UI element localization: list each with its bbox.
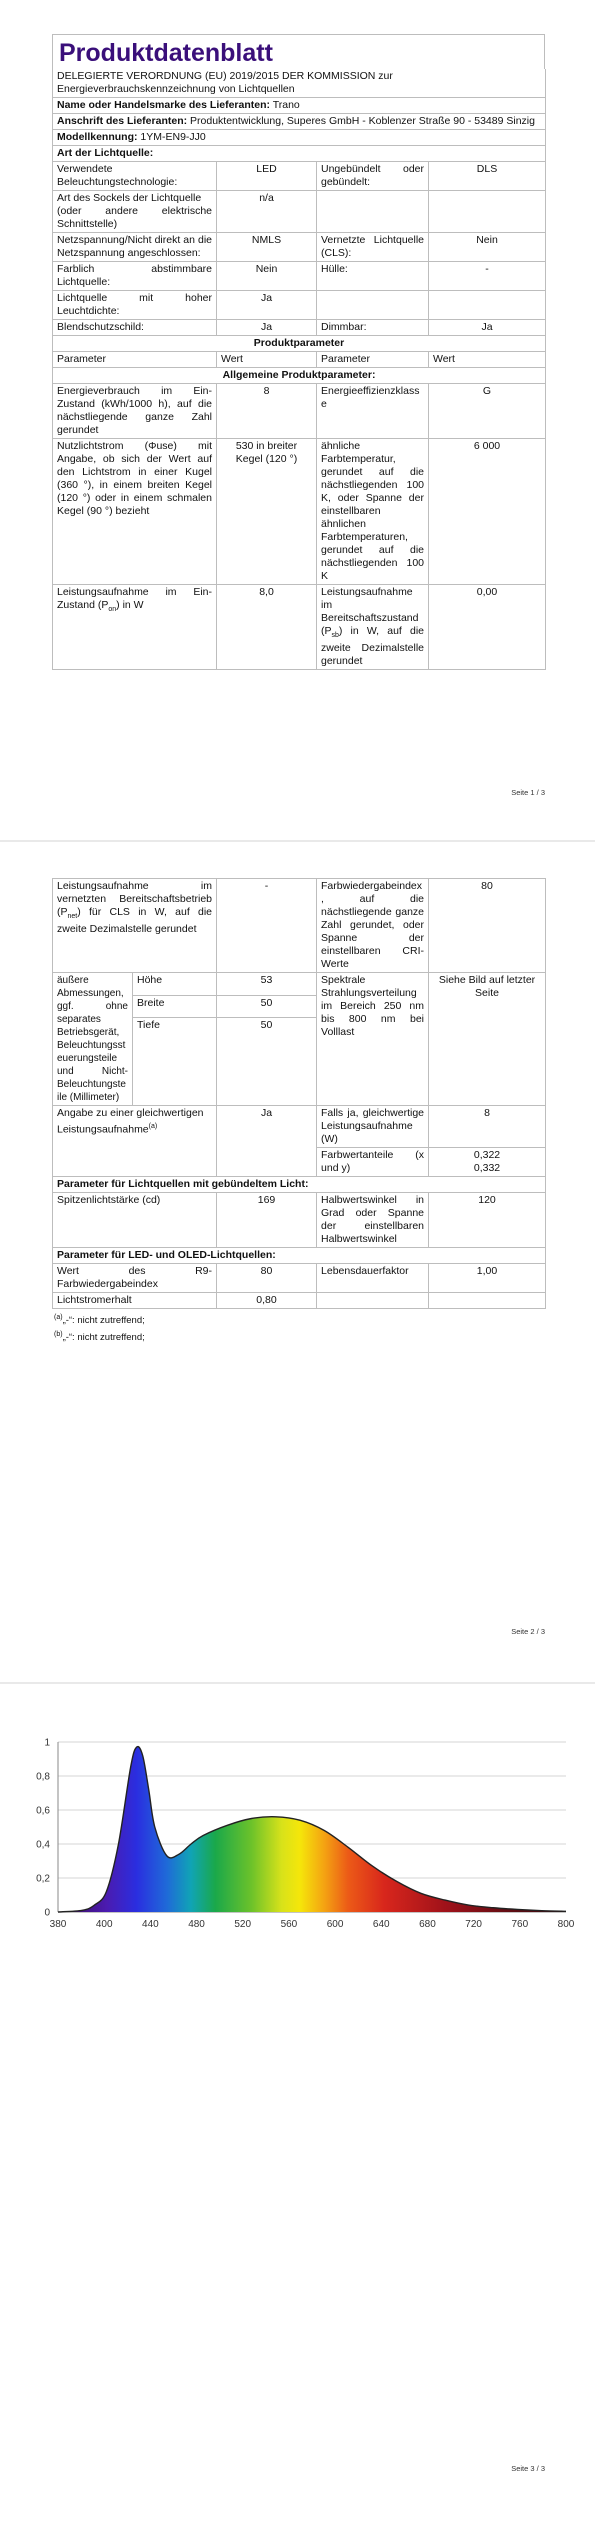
- depth-value: 50: [217, 1018, 317, 1106]
- height-value: 53: [217, 973, 317, 996]
- x-tick-label: 440: [142, 1919, 159, 1930]
- peak-label: Spitzenlichtstärke (cd): [53, 1193, 217, 1248]
- empty-cell: [317, 191, 429, 233]
- datasheet-table-2: [52, 878, 546, 1309]
- supplier-value: Trano: [272, 99, 300, 111]
- cri-label: Farbwiedergabeindex, auf die nächstliegende ganze Zahl gerundet, oder Spanne der einstellbaren CRI-Werte: [317, 879, 429, 973]
- page-number: Seite 1 / 3: [511, 788, 545, 797]
- y-tick-label: 0: [44, 1907, 50, 1919]
- chroma-x: 0,322: [473, 1149, 501, 1161]
- regulation-text: DELEGIERTE VERORDNUNG (EU) 2019/2015 DER KOMMISSION zur Energieverbrauchskennzeichnung von Lichtquellen: [53, 69, 546, 98]
- envelope-value: -: [429, 262, 546, 291]
- x-tick-label: 720: [465, 1919, 482, 1930]
- x-tick-label: 600: [326, 1919, 344, 1930]
- spd-label: Spektrale Strahlungsverteilung im Bereich 250 nm bis 800 nm bei Volllast: [317, 973, 429, 1106]
- empty-cell: [429, 291, 546, 320]
- spectrum-area: [58, 1747, 566, 1912]
- psb-label: [317, 585, 429, 670]
- spd-value: Siehe Bild auf letzter Seite: [429, 973, 546, 1106]
- flux-label: [53, 439, 217, 585]
- equiv-label: [53, 1106, 217, 1177]
- dimmable-value: Ja: [429, 320, 546, 336]
- pnet-sub: net: [67, 913, 78, 921]
- model-value: 1YM-EN9-JJ0: [140, 131, 206, 143]
- model-label: Modellkennung:: [57, 131, 138, 143]
- spectral-distribution-chart: [18, 1736, 578, 1936]
- y-tick-label: 0,2: [36, 1873, 50, 1885]
- address-value: Produktentwicklung, Superes GmbH - Koblenzer Straße 90 - 53489 Sinzig: [190, 115, 535, 127]
- psb-label-a: Leistungsaufnahme im Bereitschaftszustand (P: [321, 586, 419, 637]
- footnote-a-text: „-“: nicht zutreffend;: [62, 1315, 145, 1327]
- datasheet-page-1: [52, 34, 545, 670]
- pon-label-a: Leistungsaufnahme im Ein-Zustand (P: [57, 586, 212, 611]
- pon-label-b: ) in W: [116, 599, 144, 611]
- pnet-label-a: Leistungsaufnahme im vernetzten Bereitschaftsbetrieb (P: [57, 880, 213, 918]
- width-label: Breite: [133, 995, 217, 1018]
- page-number: Seite 3 / 3: [511, 2464, 545, 2473]
- equiv-label-text: Angabe zu einer gleichwertigen Leistungsaufnahme: [57, 1107, 204, 1136]
- page-title: Produktdatenblatt: [52, 34, 545, 69]
- flux-label-a: Nutzlichtstrom (: [57, 440, 149, 452]
- survival-value: 1,00: [429, 1264, 546, 1293]
- beam-value: 120: [429, 1193, 546, 1248]
- survival-label: Lebensdauerfaktor: [317, 1264, 429, 1293]
- page-2: [0, 842, 595, 1682]
- beam-label: Halbwertswinkel in Grad oder Spanne der einstellbaren Halbwertswinkel: [317, 1193, 429, 1248]
- class-value: G: [429, 384, 546, 439]
- width-value: 50: [217, 995, 317, 1018]
- energy-label: Energieverbrauch im Ein-Zustand (kWh/1000 h), auf die nächstliegende ganze Zahl gerundet: [53, 384, 217, 439]
- pnet-label: [53, 879, 217, 973]
- y-tick-label: 1: [44, 1737, 50, 1749]
- y-tick-label: 0,4: [36, 1839, 50, 1851]
- address-label: Anschrift des Lieferanten:: [57, 115, 188, 127]
- pon-sub: on: [108, 606, 117, 614]
- cri-value: 80: [429, 879, 546, 973]
- chroma-y: 0,332: [473, 1162, 501, 1174]
- tunable-value: Nein: [217, 262, 317, 291]
- maint-label: Lichtstromerhalt: [53, 1293, 217, 1309]
- empty-cell: [429, 191, 546, 233]
- envelope-label: Hülle:: [317, 262, 429, 291]
- pnet-value: -: [217, 879, 317, 973]
- empty-cell: [317, 291, 429, 320]
- x-tick-label: 380: [49, 1919, 67, 1930]
- supplier-row: [53, 98, 546, 114]
- pon-value: 8,0: [217, 585, 317, 670]
- col-value-header: Wert: [217, 352, 317, 368]
- flux-label-b: ) mit Angabe, ob sich der Wert auf den Lichtstrom in einer Kugel (360 °), in einem breiten Kegel (120 °) oder in einem schmalen Kegel (90 °) bezieht: [57, 440, 212, 517]
- footnote-b-mark: (b): [54, 1331, 63, 1339]
- r9-label: Wert des R9-Farbwiedergabeindex: [53, 1264, 217, 1293]
- col-value-header: Wert: [429, 352, 546, 368]
- psb-label-b: ) in W, auf die zweite Dezimalstelle gerundet: [321, 625, 424, 668]
- x-tick-label: 400: [95, 1919, 113, 1930]
- page-1: [0, 0, 595, 840]
- r9-value: 80: [217, 1264, 317, 1293]
- x-tick-label: 760: [511, 1919, 529, 1930]
- dimmable-label: Dimmbar:: [317, 320, 429, 336]
- socket-label-line2: (oder andere elektrische Schnittstelle): [57, 205, 212, 230]
- page-number: Seite 2 / 3: [511, 1627, 545, 1636]
- flux-symbol: Φuse: [148, 440, 174, 452]
- x-tick-label: 800: [557, 1919, 575, 1930]
- tech-label: Verwendete Beleuchtungstechnologie:: [53, 162, 217, 191]
- supplier-label: Name oder Handelsmarke des Lieferanten:: [57, 99, 270, 111]
- address-row: [53, 114, 546, 130]
- directional-heading: Parameter für Lichtquellen mit gebündeltem Licht:: [53, 1177, 546, 1193]
- footnote-a: [52, 1311, 545, 1328]
- x-tick-label: 480: [188, 1919, 205, 1930]
- highlum-value: Ja: [217, 291, 317, 320]
- socket-value: n/a: [217, 191, 317, 233]
- type-heading: Art der Lichtquelle:: [53, 146, 546, 162]
- cct-label: ähnliche Farbtemperatur, gerundet auf die nächstliegenden 100 K, oder Spanne der einstellbaren ähnlichen Farbtemperaturen, gerundet auf die nächstliegenden 100 K: [317, 439, 429, 585]
- depth-label: Tiefe: [133, 1018, 217, 1106]
- equiv-w-label: Falls ja, gleichwertige Leistungsaufnahme (W): [317, 1106, 429, 1148]
- socket-label-line1: Art des Sockels der Lichtquelle: [57, 192, 202, 204]
- model-row: [53, 130, 546, 146]
- unbundled-value: DLS: [429, 162, 546, 191]
- mains-label: Netzspannung/Nicht direkt an die Netzspannung angeschlossen:: [53, 233, 217, 262]
- class-label: Energieeffizienzklasse: [317, 384, 429, 439]
- footnote-b: [52, 1328, 545, 1345]
- height-label: Höhe: [133, 973, 217, 996]
- datasheet-table-1: [52, 69, 546, 670]
- pnet-label-b: ) für CLS in W, auf die zweite Dezimalstelle gerundet: [57, 906, 213, 936]
- x-tick-label: 560: [280, 1919, 298, 1930]
- general-params-heading: Allgemeine Produktparameter:: [53, 368, 546, 384]
- datasheet-page-2: [52, 878, 545, 1345]
- col-param-header: Parameter: [317, 352, 429, 368]
- x-tick-label: 520: [234, 1919, 252, 1930]
- x-tick-label: 680: [419, 1919, 436, 1930]
- y-tick-label: 0,6: [36, 1805, 50, 1817]
- glare-value: Ja: [217, 320, 317, 336]
- connected-value: Nein: [429, 233, 546, 262]
- x-tick-label: 640: [372, 1919, 390, 1930]
- col-param-header: Parameter: [53, 352, 217, 368]
- psb-value: 0,00: [429, 585, 546, 670]
- chroma-label: Farbwertanteile (x und y): [317, 1148, 429, 1177]
- footnote-b-text: „-“: nicht zutreffend;: [62, 1332, 145, 1344]
- led-heading: Parameter für LED- und OLED-Lichtquellen:: [53, 1248, 546, 1264]
- equiv-sup: (a): [148, 1123, 158, 1130]
- product-params-heading: Produktparameter: [53, 336, 546, 352]
- cct-value: 6 000: [429, 439, 546, 585]
- tech-value: LED: [217, 162, 317, 191]
- empty-cell: [317, 1293, 429, 1309]
- pon-label: [53, 585, 217, 670]
- connected-label: Vernetzte Lichtquelle (CLS):: [317, 233, 429, 262]
- energy-value: 8: [217, 384, 317, 439]
- empty-cell: [429, 1293, 546, 1309]
- maint-value: 0,80: [217, 1293, 317, 1309]
- peak-value: 169: [217, 1193, 317, 1248]
- mains-value: NMLS: [217, 233, 317, 262]
- page-3: [0, 1684, 595, 2523]
- dims-label: äußere Abmessungen, ggf. ohne separates Betriebsgerät, Beleuchtungssteuerungsteile und Nicht-Beleuchtungsteile (Millimeter): [53, 973, 133, 1106]
- socket-label: [53, 191, 217, 233]
- psb-sub: sb: [331, 632, 339, 640]
- equiv-value: Ja: [217, 1106, 317, 1177]
- highlum-label: Lichtquelle mit hoher Leuchtdichte:: [53, 291, 217, 320]
- unbundled-label: Ungebündelt oder gebündelt:: [317, 162, 429, 191]
- y-tick-label: 0,8: [36, 1771, 50, 1783]
- chroma-value: [429, 1148, 546, 1177]
- footnote-a-mark: (a): [54, 1314, 63, 1321]
- tunable-label: Farblich abstimmbare Lichtquelle:: [53, 262, 217, 291]
- glare-label: Blendschutzschild:: [53, 320, 217, 336]
- flux-value: 530 in breiter Kegel (120 °): [217, 439, 317, 585]
- equiv-w-value: 8: [429, 1106, 546, 1148]
